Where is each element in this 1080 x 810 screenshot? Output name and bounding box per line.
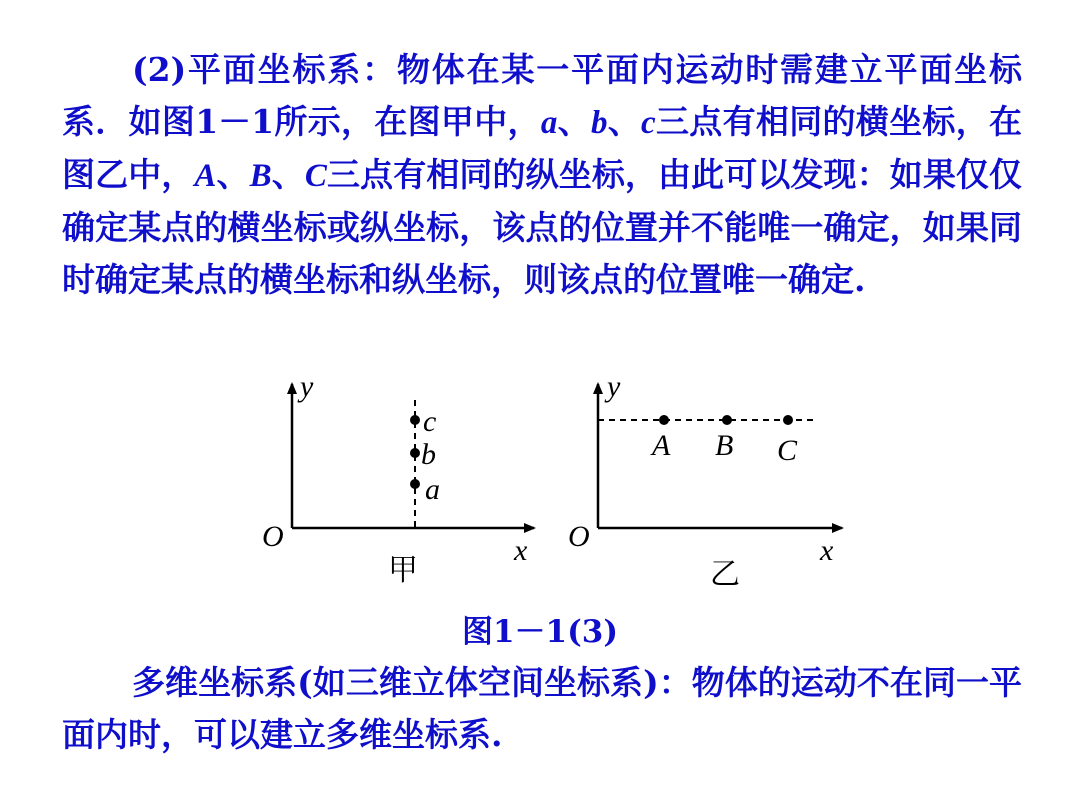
italic-label: c <box>641 105 656 141</box>
diagram-name-yi: 乙 <box>710 557 740 592</box>
italic-label: b <box>590 105 608 141</box>
text-run: 三点有相同的纵坐标，由此可以发现：如果仅仅确定某点的横坐标或纵坐标，该点的位置并不能唯一确定，如果同时确定某点的横坐标和纵坐标，则该点的位置唯一确定. <box>62 155 1023 299</box>
text-run: 、 <box>557 102 591 141</box>
x-label-jia: x <box>514 534 528 567</box>
figure-caption: 图1－1(3) <box>461 614 619 650</box>
point-a <box>410 479 420 489</box>
y-label-jia: y <box>300 370 314 403</box>
italic-label: a <box>540 105 558 141</box>
point-B-label: B <box>715 429 734 462</box>
point-A-label: A <box>652 429 671 462</box>
paragraph-multidimensional <box>62 657 1022 761</box>
text-run: (2)平面坐标系：物体在某一平面内运动时需建立平面坐标系．如图1－1所示，在图甲中， <box>62 50 1022 141</box>
text-run: 、 <box>271 155 305 194</box>
point-c-label: c <box>423 405 437 438</box>
text-run: 三点有相同的横坐标，在图乙中， <box>62 102 1023 194</box>
point-B <box>722 415 732 425</box>
origin-label-yi: O <box>568 520 590 553</box>
point-C <box>783 415 793 425</box>
point-C-label: C <box>777 434 798 467</box>
point-b <box>410 448 420 458</box>
text-run: 、 <box>607 102 642 141</box>
italic-label: A <box>194 158 217 194</box>
diagram-jia <box>262 370 534 588</box>
paragraph-multidimensional-text: 多维坐标系(如三维立体空间坐标系)：物体的运动不在同一平面内时，可以建立多维坐标系. <box>62 663 1022 754</box>
italic-label: B <box>249 158 272 194</box>
y-label-yi: y <box>607 370 621 403</box>
diagram-yi <box>568 370 842 592</box>
point-a-label: a <box>425 473 440 506</box>
diagram-name-jia: 甲 <box>388 553 418 588</box>
x-label-yi: x <box>820 534 834 567</box>
point-b-label: b <box>421 438 436 471</box>
text-run: 、 <box>216 155 250 194</box>
point-A <box>659 415 669 425</box>
origin-label-jia: O <box>262 520 284 553</box>
point-c <box>410 415 420 425</box>
italic-label: C <box>304 158 327 194</box>
